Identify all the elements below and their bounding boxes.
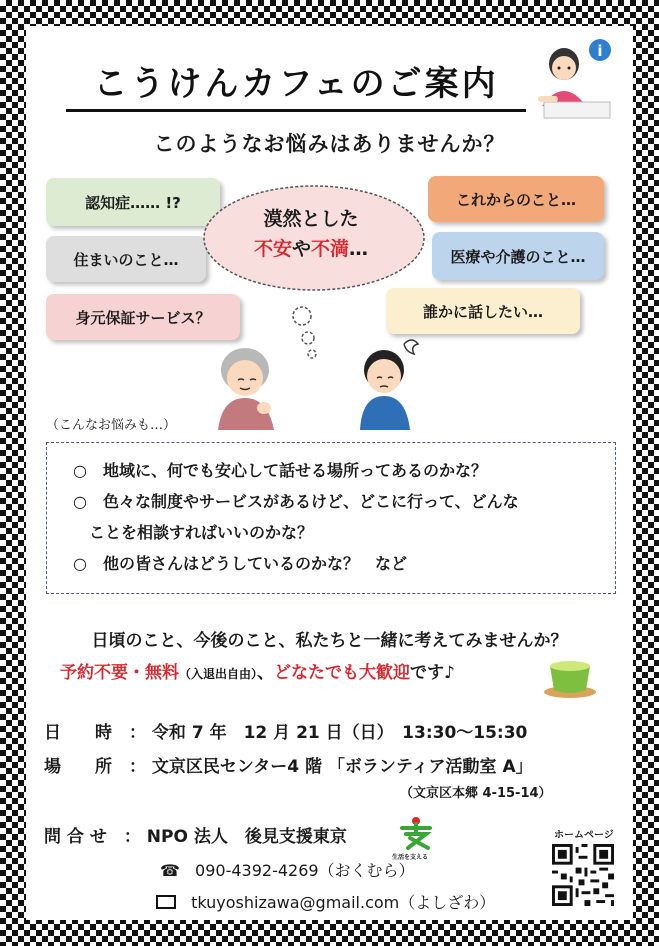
- question-item: ○ 他の皆さんはどうしているのかな？ など: [73, 554, 407, 573]
- elderly-woman-illustration: [212, 344, 282, 430]
- org-name: NPO 法人 後見支援東京: [146, 827, 347, 847]
- date-label: 日 時 ：: [44, 723, 146, 743]
- question-item: ○ 色々な制度やサービスがあるけど、どこに行って、どんな: [73, 492, 519, 511]
- mail-icon: [156, 895, 176, 909]
- cloud-ya: や: [291, 238, 311, 260]
- page-title: こうけんカフェのご案内: [66, 56, 526, 112]
- receptionist-illustration: [534, 36, 614, 126]
- question-item: ○ 地域に、何でも安心して話せる場所ってあるのかな？: [73, 461, 487, 480]
- cloud-anxiety: 不安: [253, 238, 292, 260]
- flyer-page: [26, 26, 633, 920]
- date-value: 令和 7 年 12 月 21 日（日） 13:30～15:30: [151, 723, 528, 743]
- place-value: 文京区民センター4 階 「ボランティア活動室 A」: [151, 757, 533, 777]
- worry-talk: 誰かに話したい…: [386, 288, 580, 334]
- event-address: （文京区本郷 4-15-14）: [400, 786, 552, 801]
- worry-guarantee: 身元保証サービス？: [46, 294, 240, 340]
- phone-number: 090-4392-4269（おくむら）: [195, 861, 415, 880]
- invite-end: です♪: [410, 663, 455, 683]
- cloud-message: [226, 204, 396, 264]
- invite-comma: 、: [257, 663, 275, 683]
- worry-housing: 住まいのこと…: [46, 236, 206, 282]
- org-logo: [396, 816, 436, 854]
- welcome-text: どなたでも大歓迎: [274, 663, 411, 683]
- green-tea-icon: [542, 652, 598, 700]
- cloud-dissatisfaction: 不満: [311, 238, 350, 260]
- cloud-line2: [226, 234, 396, 264]
- worry-dementia: 認知症…… !?: [46, 178, 220, 226]
- worries-note: （こんなお悩みも…）: [46, 418, 177, 433]
- svg-text:i: i: [597, 42, 603, 60]
- email-address: tkuyoshizawa@gmail.com（よしざわ）: [191, 893, 496, 912]
- worried-man-illustration: [352, 334, 432, 430]
- questions-box: [46, 442, 616, 594]
- worry-medical: 医療や介護のこと…: [432, 232, 604, 280]
- contact-label: 問 合 せ ：: [44, 827, 141, 847]
- subtitle: このようなお悩みはありませんか？: [153, 132, 506, 156]
- entry-note: （入退出自由）: [179, 667, 258, 681]
- place-label: 場 所 ：: [44, 757, 146, 777]
- phone-line: [160, 858, 415, 881]
- homepage-qr-code[interactable]: [552, 844, 614, 906]
- contact-org: [44, 822, 347, 847]
- worry-future: これからのこと…: [428, 176, 604, 222]
- invite-message: 日頃のこと、今後のこと、私たちと一緒に考えてみませんか？: [91, 631, 568, 651]
- event-place: [44, 752, 533, 777]
- logo-caption: 生活を支える: [392, 854, 429, 861]
- event-date: [44, 718, 527, 743]
- email-line: [156, 890, 495, 913]
- invite-details: [60, 658, 455, 683]
- homepage-label: ホームページ: [554, 830, 614, 841]
- phone-icon: ☎: [160, 861, 180, 880]
- cloud-line1: 漠然とした: [263, 208, 359, 230]
- question-item: ことを相談すればいいのかな？: [73, 523, 314, 542]
- cloud-dots: …: [349, 238, 369, 260]
- free-admission: 予約不要・無料: [60, 663, 179, 683]
